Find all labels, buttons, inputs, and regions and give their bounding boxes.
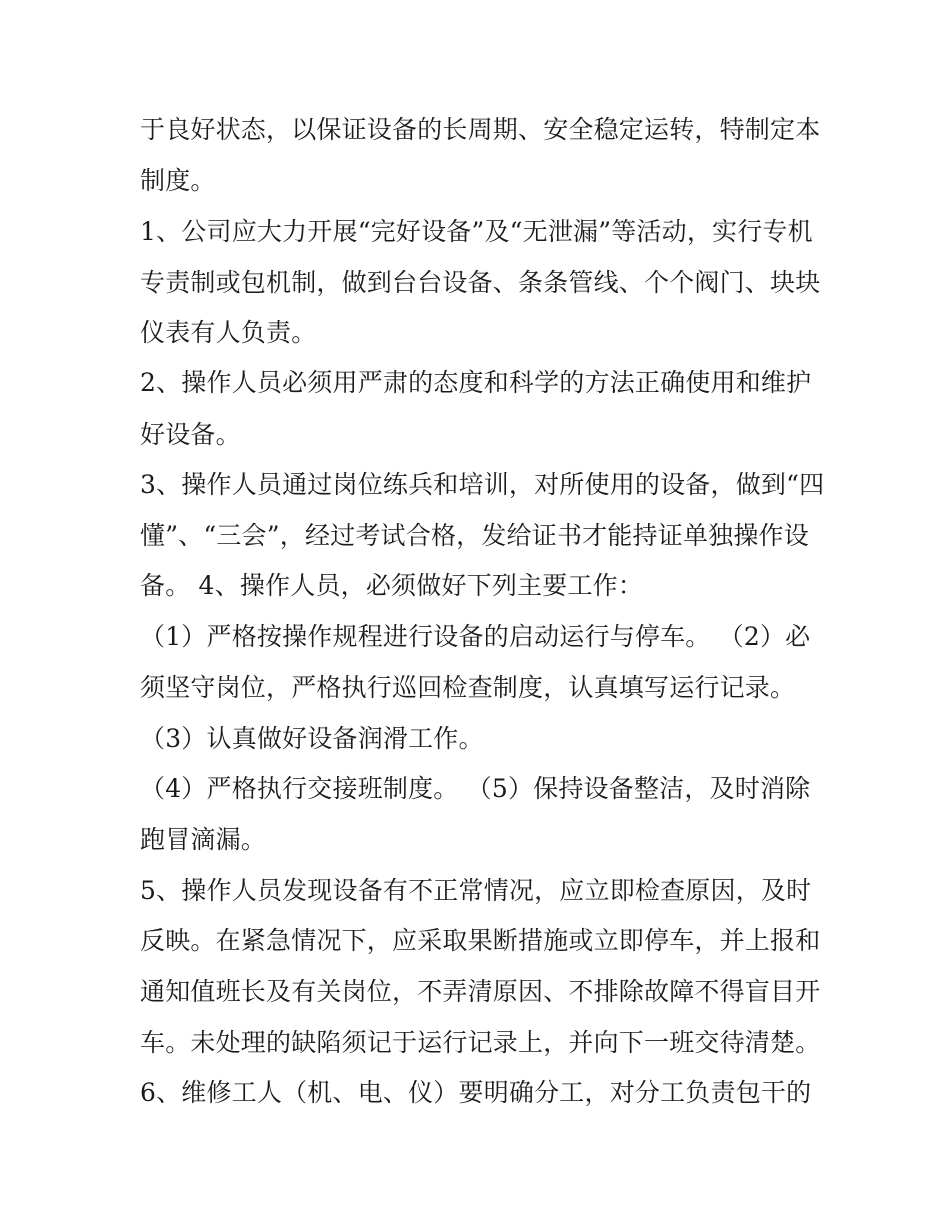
text-line-12: 须坚守岗位，严格执行巡回检查制度，认真填写运行记录。 bbox=[140, 673, 796, 702]
text-line-15: 跑冒滴漏。 bbox=[140, 825, 267, 854]
text-line-4: 专责制或包机制，做到台台设备、条条管线、个个阀门、块块 bbox=[140, 268, 821, 297]
text-line-16: 5、操作人员发现设备有不正常情况，应立即检查原因，及时 bbox=[140, 876, 812, 905]
text-line-10: 备。 4、操作人员，必须做好下列主要工作： bbox=[140, 571, 644, 600]
text-line-2: 制度。 bbox=[140, 166, 216, 195]
text-line-14: （4）严格执行交接班制度。 （5）保持设备整洁，及时消除 bbox=[140, 774, 811, 803]
text-line-19: 车。未处理的缺陷须记于运行记录上，并向下一班交待清楚。 bbox=[140, 1028, 821, 1057]
text-line-8: 3、操作人员通过岗位练兵和培训，对所使用的设备，做到“四 bbox=[140, 470, 825, 499]
text-line-9: 懂”、“三会”，经过考试合格，发给证书才能持证单独操作设 bbox=[140, 521, 809, 550]
text-line-20: 6、维修工人（机、电、仪）要明确分工，对分工负责包干的 bbox=[140, 1078, 812, 1107]
text-line-5: 仪表有人负责。 bbox=[140, 318, 317, 347]
text-line-11: （1）严格按操作规程进行设备的启动运行与停车。 （2）必 bbox=[140, 622, 811, 651]
text-line-1: 于良好状态，以保证设备的长周期、安全稳定运转，特制定本 bbox=[140, 115, 821, 144]
text-line-18: 通知值班长及有关岗位，不弄清原因、不排除故障不得盲目开 bbox=[140, 977, 821, 1006]
text-line-6: 2、操作人员必须用严肃的态度和科学的方法正确使用和维护 bbox=[140, 368, 812, 397]
text-line-13: （3）认真做好设备润滑工作。 bbox=[140, 724, 484, 753]
text-line-17: 反映。在紧急情况下，应采取果断措施或立即停车，并上报和 bbox=[140, 926, 821, 955]
text-line-3: 1、公司应大力开展“完好设备”及“无泄漏”等活动，实行专机 bbox=[140, 217, 813, 246]
text-line-7: 好设备。 bbox=[140, 420, 241, 449]
